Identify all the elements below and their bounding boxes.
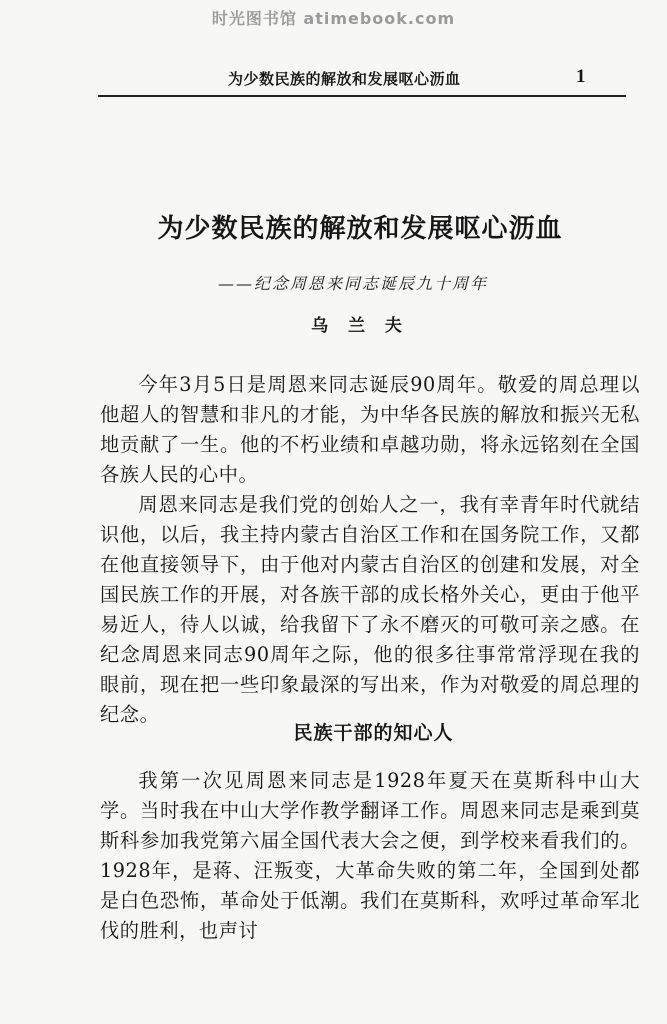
- section-text: [100, 766, 640, 946]
- site-watermark: 时光图书馆 atimebook.com: [211, 9, 456, 28]
- page-number: 1: [576, 66, 586, 87]
- paragraph: 周恩来同志是我们党的创始人之一，我有幸青年时代就结识他，以后，我主持内蒙古自治区工作和在国务院工作，又都在他直接领导下，由于他对内蒙古自治区的创建和发展，对全国民族工作的开展，对各族干部的成长格外关心，更由于他平易近人，待人以诚，给我留下了永不磨灭的可敬可亲之感。在纪念周恩来同志90周年之际，他的很多往事常常浮现在我的眼前，现在把一些印象最深的写出来，作为对敬爱的周总理的纪念。: [100, 493, 640, 726]
- section-heading: 民族干部的知心人: [293, 722, 454, 744]
- paragraph: 我第一次见周恩来同志是1928年夏天在莫斯科中山大学。当时我在中山大学作教学翻译工作。周恩来同志是乘到莫斯科参加我党第六届全国代表大会之便，到学校来看我们的。1928年，是蒋、汪叛变，大革命失败的第二年，全国到处都是白色恐怖，革命处于低潮。我们在莫斯科，欢呼过革命军北伐的胜利，也声讨: [100, 769, 640, 942]
- article-subtitle: ——纪念周恩来同志诞辰九十周年: [218, 274, 489, 293]
- paragraph: 今年3月5日是周恩来同志诞辰90周年。敬爱的周总理以他超人的智慧和非凡的才能，为中华各民族的解放和振兴无私地贡献了一生。他的不朽业绩和卓越功勋，将永远铭刻在全国各族人民的心中。: [100, 373, 640, 486]
- article-title: 为少数民族的解放和发展呕心沥血: [157, 214, 563, 244]
- article-author: 乌 兰 夫: [311, 316, 409, 336]
- header-rule: [98, 95, 626, 97]
- running-header-title: 为少数民族的解放和发展呕心沥血: [228, 70, 461, 88]
- intro-text: [100, 370, 640, 730]
